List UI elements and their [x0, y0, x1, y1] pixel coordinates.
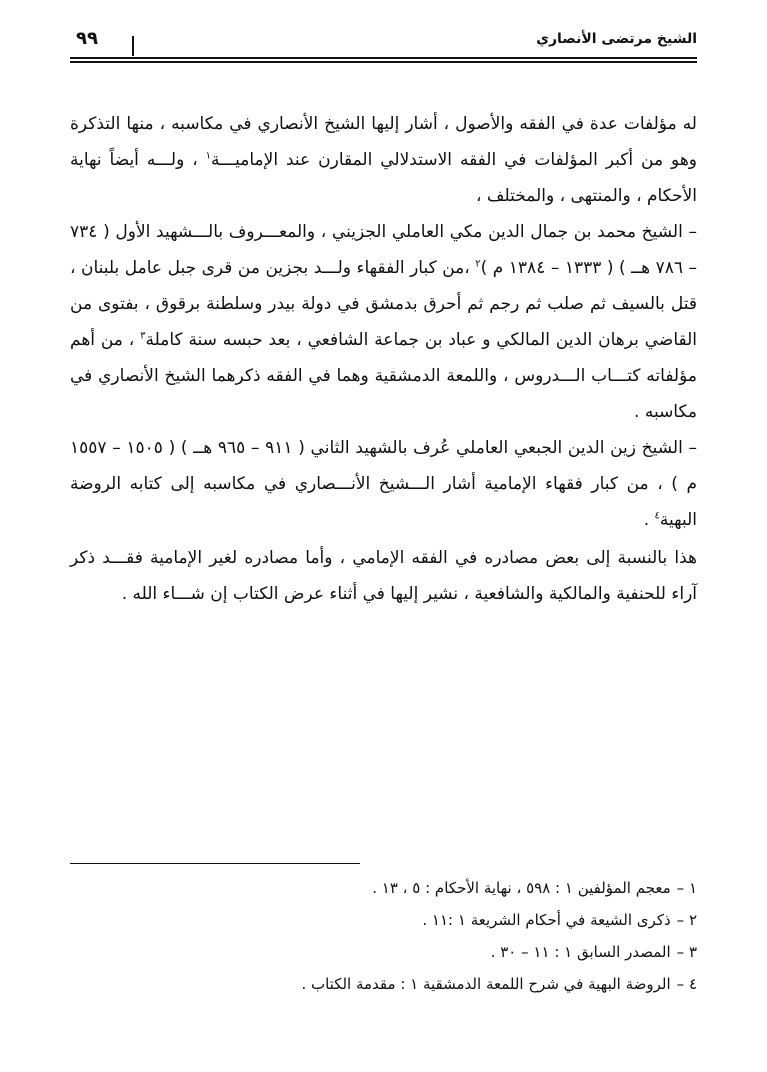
- running-head: الشيخ مرتضى الأنصاري: [536, 31, 697, 47]
- footnote-separator: [70, 863, 360, 864]
- page-number: ٩٩: [76, 28, 98, 49]
- footnote-2: [70, 904, 697, 936]
- footnote-ref-1: ١: [205, 150, 212, 162]
- footnote-2-number: ٢ –: [676, 911, 697, 929]
- footnote-1-number: ١ –: [676, 879, 697, 897]
- paragraph-3-text-a: – الشيخ زين الدين الجبعي العاملي عُرف بالشهيد الثاني ( ٩١١ – ٩٦٥ هــ ) ( ١٥٠٥ – ١٥٥٧ م ) ، من كبار فقهاء الإمامية أشار الـــشيخ الأنـــصاري في مكاسبه إلى كتابه الروضة البهية: [70, 438, 698, 530]
- footnote-1-text: معجم المؤلفين ١ : ٥٩٨ ، نهاية الأحكام : ٥ ، ١٣ .: [372, 879, 671, 897]
- footnote-ref-2: ٢: [475, 258, 481, 270]
- paragraph-2-text-a: – الشيخ محمد بن جمال الدين مكي العاملي الجزيني ، والمعـــروف بالـــشهيد الأول ( ٧٣٤ – ٧٨٦ هــ ) ( ١٣٣٣ – ١٣٨٤ م ): [70, 222, 697, 278]
- footnote-1: [70, 872, 697, 904]
- paragraph-2-text-c: ، من أهم مؤلفاته كتـــاب الـــدروس ، واللمعة الدمشقية وهما في الفقه ذكرهما الشيخ الأنصاري في مكاسبه .: [70, 330, 697, 422]
- footnote-3-text: المصدر السابق ١ : ١١ – ٣٠ .: [490, 943, 671, 961]
- paragraph-1-text-a: له مؤلفات عدة في الفقه والأصول ، أشار إليها الشيخ الأنصاري في مكاسبه ، منها التذكرة وهو من أكبر المؤلفات في الفقه الاستدلالي المقارن عند الإماميـــة: [70, 114, 697, 170]
- paragraph-1-text-b: ، ولـــه أيضاً نهاية الأحكام ، والمنتهى ، والمختلف ،: [70, 150, 697, 206]
- paragraph-2-text-b: ،من كبار الفقهاء ولـــد بجزين من قرى جبل عامل بلبنان ، قتل بالسيف ثم صلب ثم رجم ثم أحرق بدمشق في دولة بيدر وسلطنة برقوق ، بفتوى من القاضي برهان الدين المالكي و عباد بن جماعة الشافعي ، بعد حبسه سنة كاملة: [70, 258, 698, 350]
- header-rule-bottom: [70, 61, 697, 63]
- footnote-3: [70, 936, 697, 968]
- footnote-2-text: ذكرى الشيعة في أحكام الشريعة ١ :١١ .: [422, 911, 671, 929]
- paragraph-1: [70, 106, 697, 214]
- paragraph-3: [70, 430, 697, 538]
- header-tick-mark: [132, 36, 134, 56]
- footnote-4-text: الروضة البهية في شرح اللمعة الدمشقية ١ : مقدمة الكتاب .: [301, 975, 671, 993]
- paragraph-4: هذا بالنسبة إلى بعض مصادره في الفقه الإمامي ، وأما مصادره لغير الإمامية فقـــد ذكر آراء للحنفية والمالكية والشافعية ، نشير إليها في أثناء عرض الكتاب إن شـــاء الله .: [70, 548, 697, 604]
- footnote-3-number: ٣ –: [676, 943, 697, 961]
- footnotes: [70, 872, 697, 1000]
- header-rule-top: [70, 57, 697, 59]
- main-text: [70, 106, 697, 612]
- paragraph-3-text-b: .: [643, 510, 655, 530]
- footnote-ref-3: ٣: [140, 330, 146, 342]
- print-speck: [250, 1026, 256, 1030]
- footnote-4: [70, 968, 697, 1000]
- paragraph-2: [70, 214, 697, 430]
- footnote-ref-4: ٤: [654, 510, 660, 522]
- footnote-4-number: ٤ –: [676, 975, 697, 993]
